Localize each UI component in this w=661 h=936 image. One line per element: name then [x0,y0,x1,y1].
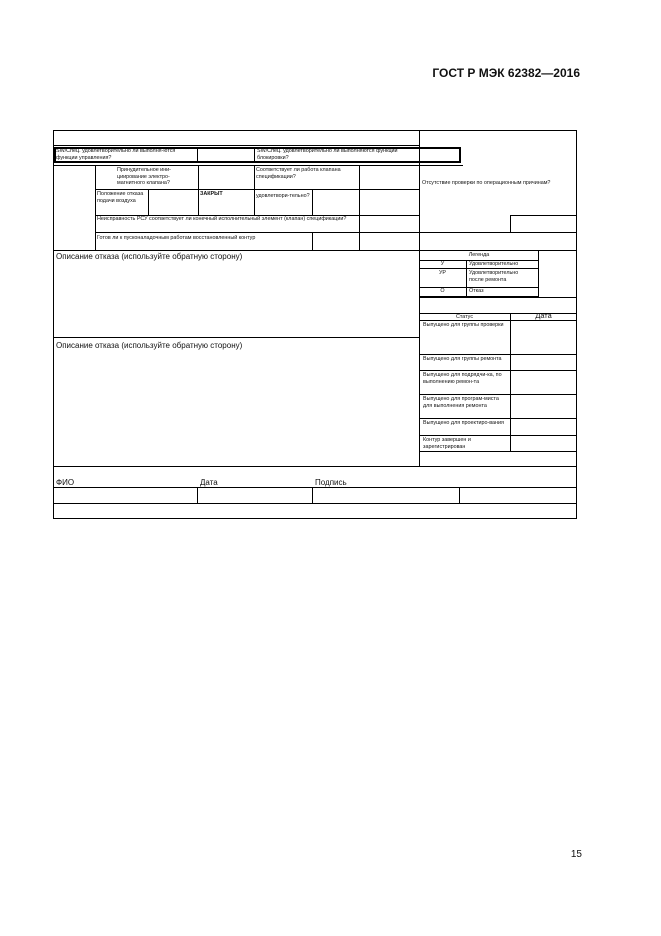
divider [95,232,419,233]
failure-description-label: Описание отказа (используйте обратную сторону) [56,252,243,261]
divider-main [419,130,420,466]
document-code: ГОСТ Р МЭК 62382—2016 [432,66,580,80]
divider [510,215,577,216]
date-column-header: Дата [535,311,552,320]
divider [254,189,255,215]
signature-label: Подпись [315,478,347,487]
fault-pcu-question: Неисправность РСУ соответствует ли конечный исполнительный элемент (клапан) спецификации? [97,216,347,222]
forced-valve-question: Принудительное ини-циирование электро-магнитного клапана? [117,167,171,187]
legend-code: У [440,261,445,267]
legend-title: Легенда [468,252,490,258]
divider [53,503,577,504]
failure-description-label: Описание отказа (используйте обратную сторону) [56,341,243,350]
divider [197,147,198,163]
status-row: Выпущено для подрядчи-ка, по выполнению ремон-та [423,372,502,385]
divider [419,435,577,436]
status-column-header: Статус [455,314,474,320]
divider [312,487,313,503]
divider [254,165,255,189]
divider [419,394,577,395]
divider [198,189,199,215]
divider [419,268,539,269]
divider [53,145,419,146]
legend-meaning: Отказ [469,288,484,294]
divider [459,487,460,503]
legend-code: О [440,288,445,294]
divider [419,165,463,166]
date-label: Дата [200,478,218,487]
divider [419,232,577,233]
divider [312,232,313,250]
status-row: Выпущено для проектиро-вания [423,420,504,426]
divider [95,165,96,250]
divider [197,487,198,503]
divider [148,189,149,215]
divider [419,297,577,298]
divider [53,466,577,467]
divider [53,165,419,166]
divider [359,189,360,215]
legend-meaning: Удовлетворительно [469,261,519,267]
valve-spec-question: Соответствует ли работа клапана спецификации? [256,167,341,180]
divider [53,487,577,488]
closed-label: ЗАКРЫТ [200,191,223,197]
status-row: Контур завершен и зарегистрирован [423,437,471,450]
divider [419,354,577,355]
operational-missing-question: Отсутствие проверки по операционным причинам? [422,180,551,186]
sw-control-question: SW/Спец. удовлетворительно ли выполня-ются функции управления? [56,148,176,161]
divider [419,418,577,419]
legend-code: УР [438,270,447,276]
satisfactory-question: удовлетвори-тельно? [256,193,310,199]
divider [312,189,313,215]
divider [510,215,511,232]
divider [359,215,360,232]
page-number: 15 [570,849,582,860]
legend-meaning: Удовлетворительно после ремонта [469,270,519,283]
status-row: Выпущено для группы ремонта [423,356,502,362]
divider [53,337,419,338]
divider [419,147,420,163]
name-label: ФИО [56,478,75,487]
divider [359,232,360,250]
sw-interlock-question: SW/Спец. удовлетворительно ли выполняются функции блокировки? [257,148,398,161]
divider [419,451,577,452]
divider [359,165,360,189]
commissioning-loop-question: Готов ли к пусконаладочным работам восстановленный контур [97,235,256,241]
divider [466,260,467,297]
divider [419,370,577,371]
fail-air-position-label: Положение отказа подачи воздуха [97,191,144,204]
divider [95,189,419,190]
divider [254,147,255,163]
divider [510,313,511,451]
status-row: Выпущено для группы проверки [423,322,504,328]
divider [198,165,199,189]
status-row: Выпущено для програм-миста для выполнения ремонта [423,396,499,409]
